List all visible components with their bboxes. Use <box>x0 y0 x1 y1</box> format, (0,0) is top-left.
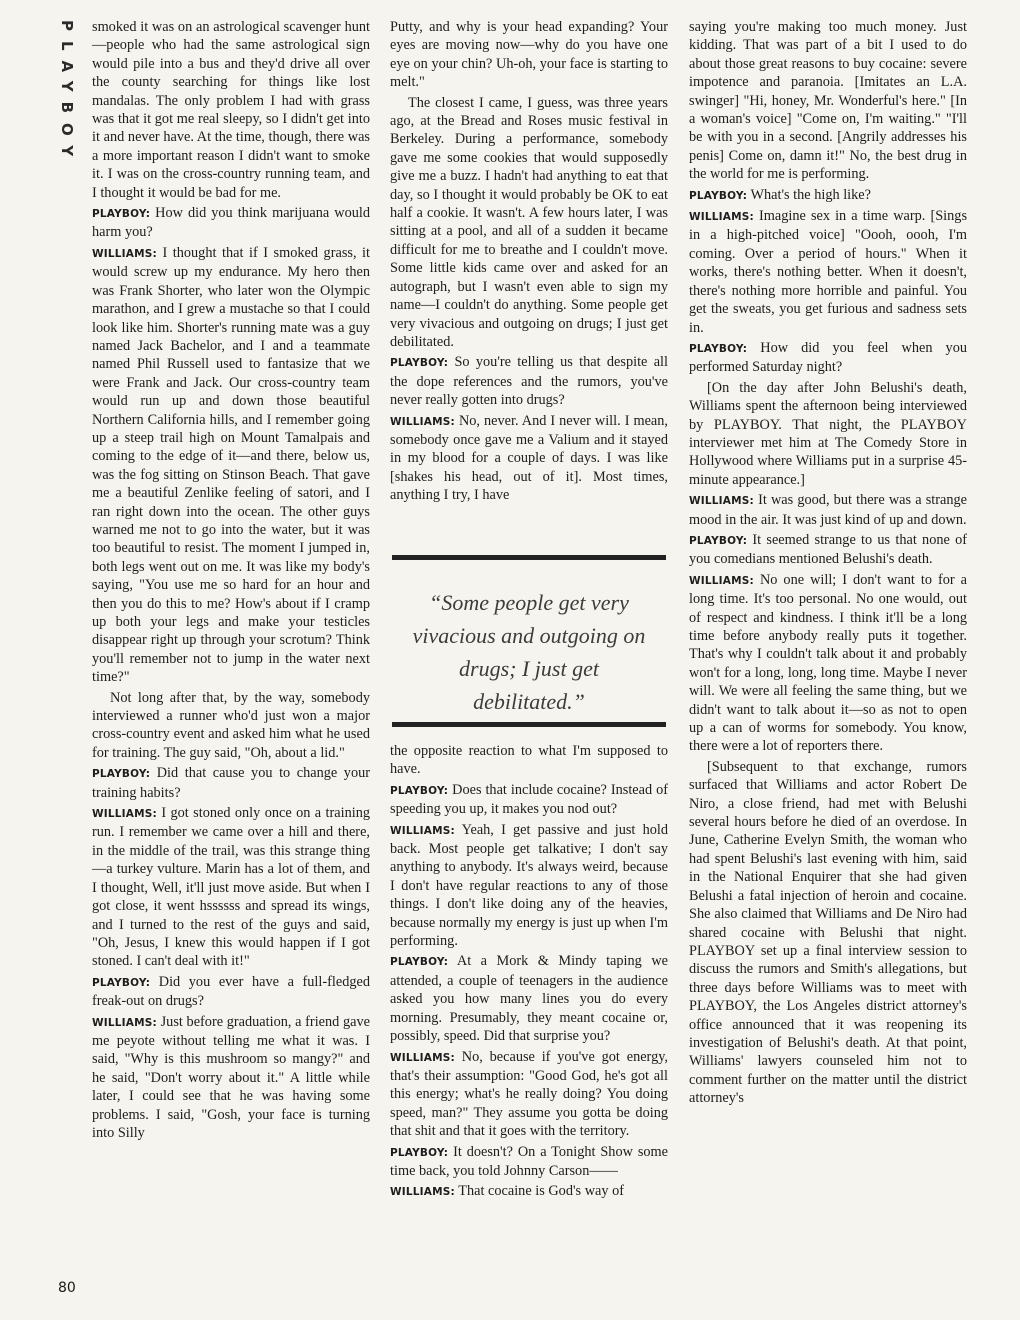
body-paragraph <box>92 18 370 202</box>
magazine-sidebar <box>50 20 78 167</box>
paragraph-text: saying you're making too much money. Just kidding. That was part of a bit I used to do about those great reasons to buy cocaine: severe impotence and paranoia. [Imitates an L.A. swinger] "Hi, honey, Mr. Wonderful's here." [In a woman's voice] "Come on, I'm waiting." "I'll be with you in a second. [Angrily addresses his penis] Come on, damn it!" No, the best drug in the world for me is performing. <box>689 19 967 183</box>
column-1 <box>92 18 370 1142</box>
pull-quote <box>392 555 666 727</box>
interviewer-question <box>92 973 370 1011</box>
paragraph-text: At a Mork & Mindy taping we attended, a couple of teenagers in the audience asked you how many lines you do every morning. Presumably, they meant cocaine or, possibly, speed. Did that surprise you? <box>390 953 668 1045</box>
williams-answer <box>92 804 370 971</box>
interviewer-question <box>689 186 967 205</box>
speaker-label: PLAYBOY: <box>390 1146 449 1159</box>
paragraph-text: Did that cause you to change your training habits? <box>92 765 370 801</box>
column-3 <box>689 18 967 1108</box>
interviewer-question <box>689 339 967 377</box>
paragraph-text: I got stoned only once on a training run. I remember we came over a hill and there, in the middle of the trail, was this strange thing—a turkey vulture. Marin has a lot of them, and I thought, Well, it'll just move aside. But when I got close, it went hssssss and spread its wings, and I turned to the rest of the guys and said, "Oh, Jesus, I knew this would happen if I got stoned. I can't deal with it!" <box>92 805 370 970</box>
body-paragraph <box>390 18 668 92</box>
williams-answer <box>92 1013 370 1143</box>
speaker-label: WILLIAMS: <box>689 211 754 224</box>
body-paragraph <box>689 758 967 1108</box>
interviewer-question <box>92 204 370 242</box>
paragraph-text: So you're telling us that despite all the dope references and the rumors, you've never really gotten into drugs? <box>390 354 668 409</box>
paragraph-text: How did you think marijuana would harm you? <box>92 205 370 241</box>
paragraph-text: How did you feel when you performed Saturday night? <box>689 339 967 376</box>
paragraph-text: No, because if you've got energy, that's their assumption: "Good God, he's got all this energy; what's he really doing? You doing speed, man?" They assume you gotta be doing that shit and that it goes with the territory. <box>390 1048 669 1140</box>
speaker-label: WILLIAMS: <box>390 415 455 428</box>
paragraph-text: Imagine sex in a time warp. [Sings in a high-pitched voice] "Oooh, oooh, I'm coming. Over a period of hours." When it works, there's nothing better. When it doesn't, there's nothing more horrible and painful. You get the sweats, you get furious and sadness sets in. <box>689 208 968 336</box>
speaker-label: WILLIAMS: <box>92 1016 157 1029</box>
interviewer-question <box>390 781 668 819</box>
pull-quote-line: vivacious and outgoing on <box>412 623 646 648</box>
speaker-label: PLAYBOY: <box>92 976 151 989</box>
paragraph-text: Just before graduation, a friend gave me peyote without telling me what it was. I said, "Why is this mushroom so mangy?" and he said, "Don't worry about it." A little while later, I could see that he was having some problems. I said, "Gosh, your face is turning into Silly <box>92 1013 370 1141</box>
speaker-label: PLAYBOY: <box>92 208 151 221</box>
pull-quote-line: drugs; I just get <box>459 656 599 681</box>
body-paragraph <box>689 379 967 489</box>
paragraph-text: [Subsequent to that exchange, rumors surfaced that Williams and actor Robert De Niro, a close friend, had met with Belushi several hours before he died of an overdose. In June, Catherine Evelyn Smith, the woman who had spent Belushi's last evening with him, said in the National Enquirer that she had given Belushi a fatal injection of heroin and cocaine. She also claimed that Williams and De Niro had shared cocaine with Belushi that night. PLAYBOY set up a final interview session to discuss the rumors and Smith's allegations, but three days before Williams was to meet with PLAYBOY, the Los Angeles district attorney's office announced that it was reopening its investigation of Belushi's death. At that point, Williams' lawyers counseled him not to comment further on the matter until the district attorney's <box>689 758 967 1107</box>
speaker-label: PLAYBOY: <box>390 784 449 797</box>
williams-answer <box>390 1182 668 1201</box>
paragraph-text: Did you ever have a full-fledged freak-out on drugs? <box>92 973 370 1010</box>
interviewer-question <box>390 1143 668 1181</box>
paragraph-text: It seemed strange to us that none of you comedians mentioned Belushi's death. <box>689 531 967 568</box>
paragraph-text: Does that include cocaine? Instead of speeding you up, it makes you nod out? <box>390 781 669 818</box>
williams-answer <box>390 1048 668 1141</box>
paragraph-text: It doesn't? On a Tonight Show some time back, you told Johnny Carson—— <box>390 1143 669 1179</box>
body-paragraph <box>390 742 668 779</box>
paragraph-text: smoked it was on an astrological scavenger hunt—people who had the same astrological sign would pile into a bus and they'd drive all over the county searching for things like lost mandalas. The only problem I had with grass was that it got me real sleepy, so I didn't get into it and never have. At the time, though, there was a more important reason I didn't want to smoke it. I was on the cross-country running team, and I thought it would be bad for me. <box>92 19 370 201</box>
pull-quote-line: debilitated.” <box>473 689 585 714</box>
paragraph-text: What's the high like? <box>750 186 871 203</box>
speaker-label: WILLIAMS: <box>689 574 754 587</box>
speaker-label: WILLIAMS: <box>390 1051 455 1064</box>
williams-answer <box>92 244 370 687</box>
paragraph-text: Yeah, I get passive and just hold back. Most people get talkative; I don't say anything to anybody. It's always weird, because I don't have regular reactions to any of those things. I don't like doing any of the heavies, because normally my energy is just up when I'm performing. <box>390 821 668 950</box>
interviewer-question <box>390 952 668 1045</box>
speaker-label: WILLIAMS: <box>689 495 754 508</box>
speaker-label: PLAYBOY: <box>689 189 748 202</box>
paragraph-text: the opposite reaction to what I'm supposed to have. <box>390 743 668 778</box>
column-2-bottom <box>390 742 668 1202</box>
speaker-label: PLAYBOY: <box>689 342 748 355</box>
paragraph-text: It was good, but there was a strange mood in the air. It was just kind of up and down. <box>689 492 967 528</box>
paragraph-text: No, never. And I never will. I mean, somebody once gave me a Valium and it stayed in my blood for a couple of days. I was like [shakes his head, out of it]. Most times, anything I try, I have <box>390 412 669 504</box>
williams-answer <box>689 207 967 337</box>
page-number: 80 <box>58 1280 76 1296</box>
paragraph-text: The closest I came, I guess, was three years ago, at the Bread and Roses music festival in Berkeley. During a performance, somebody gave me some cookies that would supposedly give me a buzz. I hadn't had anything to eat that day, so I thought it would probably be OK to eat half a cookie. It wasn't. A few hours later, I was sitting at a pool, and all of a sudden it became difficult for me to breathe and I couldn't move. Some little kids came over and asked for an autograph, but I wasn't even able to sign my name—I couldn't do anything. Some people get very vivacious and outgoing on drugs; I just get debilitated. <box>390 94 668 350</box>
paragraph-text: Not long after that, by the way, somebody interviewed a runner who'd just won a major cross-country event and asked him what he used for training. The guy said, "Oh, about a lid." <box>92 689 370 761</box>
paragraph-text: Putty, and why is your head expanding? Your eyes are moving now—why do you have one eye on your chin? Uh-oh, your face is starting to melt." <box>390 19 668 91</box>
speaker-label: WILLIAMS: <box>92 247 157 260</box>
body-paragraph <box>390 94 668 352</box>
speaker-label: WILLIAMS: <box>390 824 455 837</box>
speaker-label: PLAYBOY: <box>390 357 449 370</box>
speaker-label: PLAYBOY: <box>92 768 151 781</box>
column-2-top <box>390 18 668 505</box>
williams-answer <box>689 491 967 529</box>
speaker-label: PLAYBOY: <box>689 534 748 547</box>
interviewer-question <box>92 764 370 802</box>
williams-answer <box>689 571 967 756</box>
paragraph-text: No one will; I don't want to for a long time. It's too personal. No one would, out of respect and kindness. I think it'll be a long time before anybody really puts it together. That's why I couldn't talk about it and probably won't for a long, long, long time. Maybe I never will. We were all feeling the same thing, but we didn't want to talk about it—so as not to open up a can of worms for somebody. You know, there were a lot of reporters there. <box>689 571 968 755</box>
williams-answer <box>390 412 668 505</box>
paragraph-text: That cocaine is God's way of <box>458 1183 624 1200</box>
speaker-label: WILLIAMS: <box>390 1186 455 1199</box>
interviewer-question <box>390 353 668 409</box>
body-paragraph <box>689 18 967 184</box>
speaker-label: PLAYBOY: <box>390 956 449 969</box>
pull-quote-line: “Some people get very <box>429 590 629 615</box>
paragraph-text: I thought that if I smoked grass, it would screw up my endurance. My hero then was Frank Shorter, who later won the Olympic marathon, and I grew a mustache so that I could look like him. Shorter's running mate was a guy named Jack Bachelor, and I and a teammate named Phil Russell used to fantasize that we were Frank and Jack. Our cross-country team would run up and down those beautiful Northern California hills, and I remember going up a steep trail high on Mount Tamalpais and coming to the edge of it—and there, below us, was the fog sitting on Stinson Beach. That gave me a beautiful Zenlike feeling of satori, and I ran right down into the ocean. The other guys warned me not to go into the water, but it was too beautiful to resist. The moment I jumped in, both legs went out on me. It was like my body's saying, "You use me so hard for an hour and then you do this to me? How's about if I cramp up both your legs and make your testicles disappear right up through your scrotum? Think you'll remember not to jump in the water next time?" <box>92 244 370 686</box>
paragraph-text: [On the day after John Belushi's death, Williams spent the afternoon being interviewed by PLAYBOY. That night, the PLAYBOY interviewer met him at The Comedy Store in Hollywood where Williams put in a surprise 45-minute appearance.] <box>689 379 967 488</box>
williams-answer <box>390 821 668 951</box>
magazine-name: PLAYBOY <box>58 20 76 167</box>
body-paragraph <box>92 689 370 763</box>
speaker-label: WILLIAMS: <box>92 808 157 821</box>
interviewer-question <box>689 531 967 569</box>
